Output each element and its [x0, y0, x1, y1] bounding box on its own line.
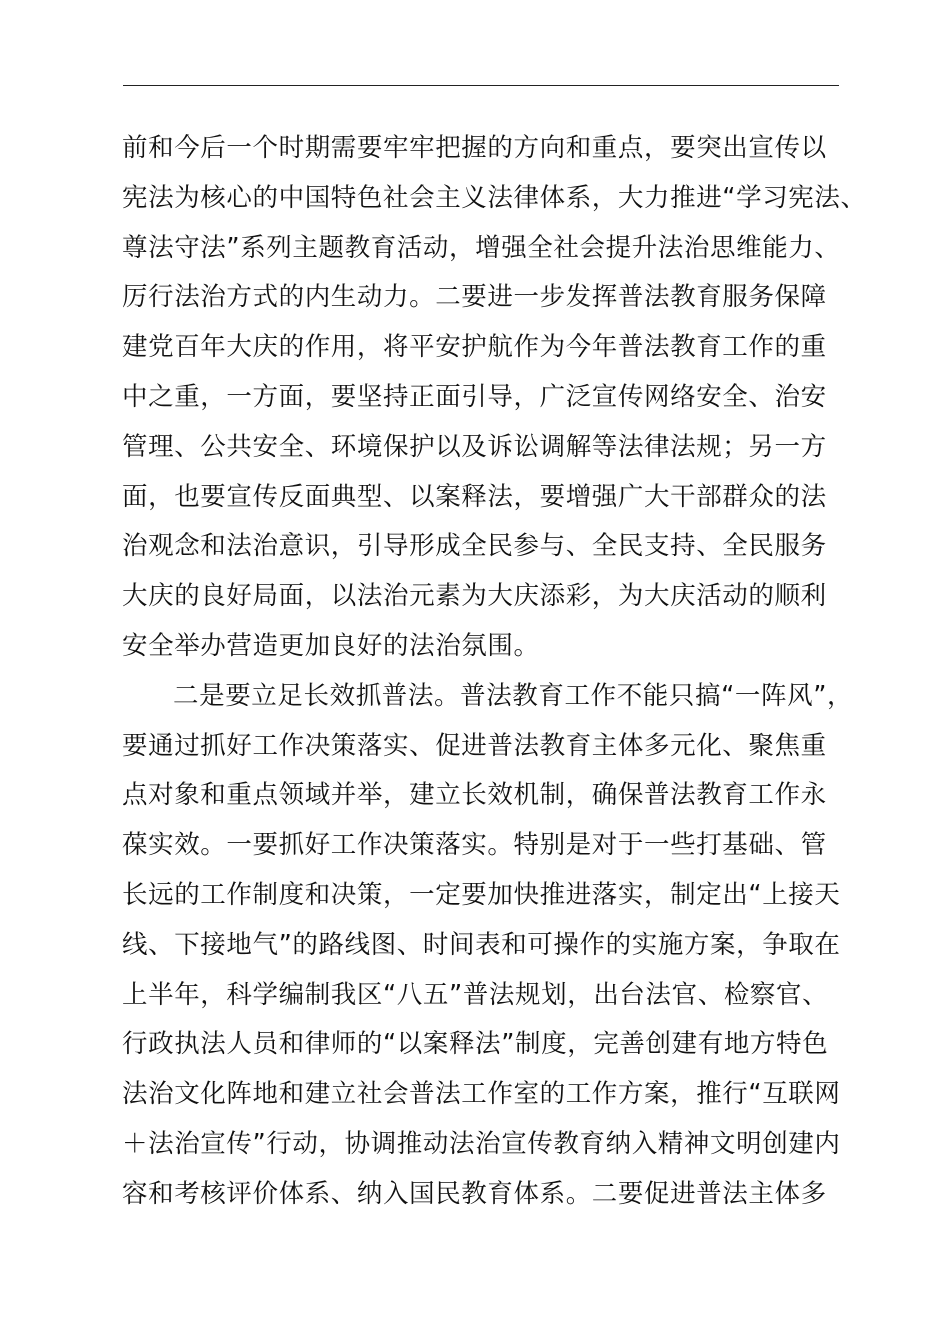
text-line: 建党百年大庆的作用，将平安护航作为今年普法教育工作的重: [122, 332, 827, 363]
text-line: 治观念和法治意识，引导形成全民参与、全民支持、全民服务: [122, 531, 827, 562]
text-line: 葆实效。一要抓好工作决策落实。特别是对于一些打基础、管: [122, 830, 827, 861]
text-line: 尊法守法”系列主题教育活动，增强全社会提升法治思维能力、: [122, 232, 841, 263]
text-line: 大庆的良好局面，以法治元素为大庆添彩，为大庆活动的顺利: [122, 581, 827, 612]
text-line: 点对象和重点领域并举，建立长效机制，确保普法教育工作永: [122, 780, 827, 811]
text-line: 宪法为核心的中国特色社会主义法律体系，大力推进“学习宪法、: [122, 182, 867, 213]
text-line: 要通过抓好工作决策落实、促进普法教育主体多元化、聚焦重: [122, 730, 827, 761]
text-line: 容和考核评价体系、纳入国民教育体系。二要促进普法主体多: [122, 1178, 827, 1209]
text-line: 长远的工作制度和决策，一定要加快推进落实，制定出“上接天: [122, 879, 841, 910]
text-line: 中之重，一方面，要坚持正面引导，广泛宣传网络安全、治安: [122, 381, 827, 412]
text-line: 上半年，科学编制我区“八五”普法规划，出台法官、检察官、: [122, 979, 829, 1010]
text-line: ＋法治宣传”行动，协调推动法治宣传教育纳入精神文明创建内: [122, 1128, 841, 1159]
text-line: 二是要立足长效抓普法。普法教育工作不能只搞“一阵风”，: [173, 680, 854, 711]
text-line: 安全举办营造更加良好的法治氛围。: [122, 630, 540, 661]
header-rule: [123, 85, 839, 86]
text-line: 管理、公共安全、环境保护以及诉讼调解等法律法规；另一方: [122, 431, 827, 462]
text-line: 行政执法人员和律师的“以案释法”制度，完善创建有地方特色: [122, 1029, 829, 1060]
text-line: 面，也要宣传反面典型、以案释法，要增强广大干部群众的法: [122, 481, 827, 512]
text-line: 厉行法治方式的内生动力。二要进一步发挥普法教育服务保障: [122, 282, 827, 313]
text-line: 前和今后一个时期需要牢牢把握的方向和重点，要突出宣传以: [122, 133, 827, 163]
text-line: 线、下接地气”的路线图、时间表和可操作的实施方案，争取在: [122, 929, 841, 960]
text-line: 法治文化阵地和建立社会普法工作室的工作方案，推行“互联网: [122, 1079, 841, 1110]
body-text: [122, 124, 882, 1220]
